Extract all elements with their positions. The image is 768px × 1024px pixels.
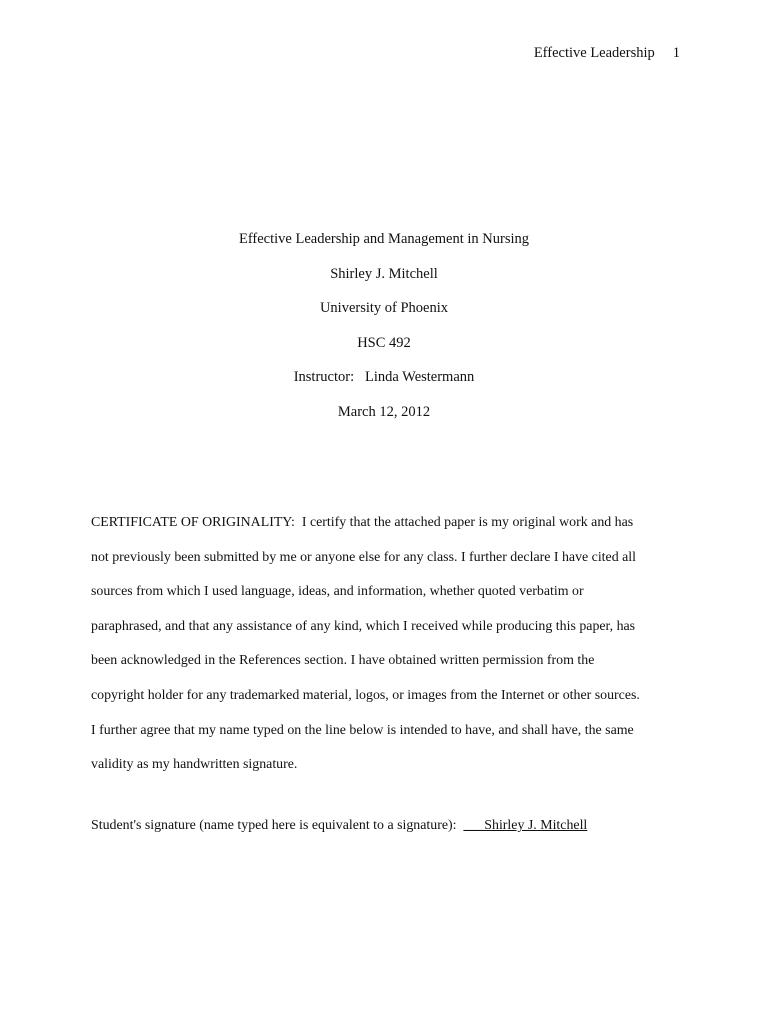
institution: University of Phoenix	[319, 300, 449, 317]
certificate-line: validity as my handwritten signature.	[91, 757, 298, 773]
course-code: HSC 492	[357, 334, 411, 351]
signature-line	[91, 818, 587, 834]
certificate-line: I further agree that my name typed on the line below is intended to have, and shall have, the same	[91, 722, 634, 738]
paper-title: Effective Leadership and Management in Nursing	[238, 231, 530, 247]
certificate-line: not previously been submitted by me or anyone else for any class. I further declare I have cited all	[91, 549, 637, 565]
page-number: 1	[672, 45, 680, 61]
certificate-of-originality	[91, 506, 676, 783]
typed-signature: ___Shirley J. Mitchell	[463, 818, 588, 833]
certificate-line: paraphrased, and that any assistance of any kind, which I received while producing this paper, has	[91, 618, 636, 634]
certificate-line: sources from which I used language, ideas, and information, whether quoted verbatim or	[91, 584, 584, 600]
certificate-line: CERTIFICATE OF ORIGINALITY: I certify that the attached paper is my original work and has	[91, 515, 634, 530]
author-name: Shirley J. Mitchell	[330, 265, 438, 282]
running-head-title: Effective Leadership	[533, 45, 655, 61]
certificate-line: copyright holder for any trademarked material, logos, or images from the Internet or other sources.	[91, 687, 640, 703]
title-block	[0, 229, 768, 437]
running-head	[534, 45, 680, 62]
instructor: Instructor: Linda Westermann	[293, 369, 475, 386]
submission-date: March 12, 2012	[337, 403, 431, 420]
certificate-line: been acknowledged in the References section. I have obtained written permission from the	[91, 653, 595, 669]
signature-label: Student's signature (name typed here is equivalent to a signature):	[91, 818, 464, 833]
